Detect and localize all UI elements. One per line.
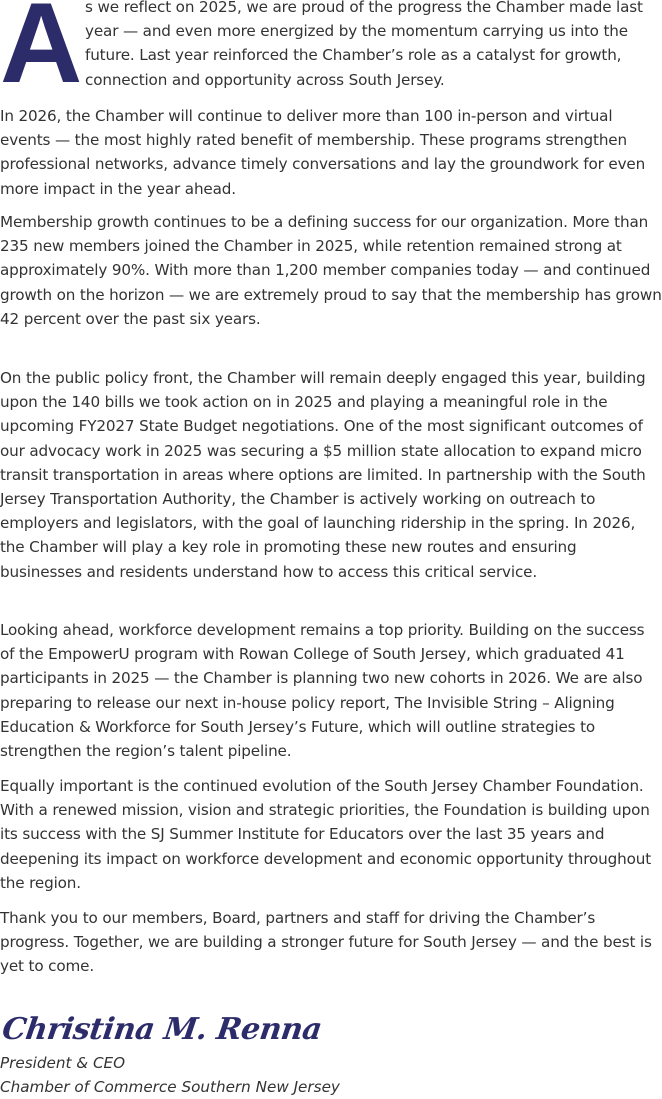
drop-cap: A: [0, 0, 81, 107]
paragraph-public-policy: On the public policy front, the Chamber will remain deeply engaged this year, building upon the 140 bills we took action on in 2025 and playing a meaningful role in the upcoming FY2027 State Budget negotiations. One of the most significant outcomes of our advocacy work in 2025 was securing a $5 million state allocation to expand micro transit transportation in areas where options are limited. In partnership with the South Jersey Transportation Authority, the Chamber is actively working on outreach to employers and legislators, with the goal of launching ridership in the spring. In 2026, the Chamber will play a key role in promoting these new routes and ensuring businesses and residents understand how to access this critical service.: [0, 369, 646, 581]
intro-block: [0, 0, 662, 107]
signer-organization: Chamber of Commerce Southern New Jersey: [0, 1078, 340, 1096]
signer-title: President & CEO: [0, 1054, 126, 1072]
signature: Christina M. Renna: [0, 1012, 324, 1047]
paragraph-workforce: Looking ahead, workforce development remains a top priority. Building on the success of the EmpowerU program with Rowan College of South Jersey, which graduated 41 participants in 2025 — the Chamber is planning two new cohorts in 2026. We are also preparing to release our next in-house policy report, The Invisible String – Aligning Education & Workforce for South Jersey’s Future, which will outline strategies to strengthen the region’s talent pipeline.: [0, 621, 645, 761]
paragraph-thank-you: Thank you to our members, Board, partners and staff for driving the Chamber’s progress. Together, we are building a stronger future for South Jersey — and the best is yet to come.: [0, 909, 652, 976]
paragraph-foundation: Equally important is the continued evolution of the South Jersey Chamber Foundation. With a renewed mission, vision and strategic priorities, the Foundation is building upon its success with the SJ Summer Institute for Educators over the last 35 years and deepening its impact on workforce development and economic opportunity throughout the region.: [0, 777, 652, 892]
intro-paragraph: s we reflect on 2025, we are proud of the progress the Chamber made last year — and even more energized by the momentum carrying us into the future. Last year reinforced the Chamber’s role as a catalyst for growth, connection and opportunity across South Jersey.: [85, 0, 643, 89]
paragraph-events: In 2026, the Chamber will continue to deliver more than 100 in-person and virtual events — the most highly rated benefit of membership. These programs strengthen professional networks, advance timely conversations and lay the groundwork for even more impact in the year ahead.: [0, 107, 646, 198]
paragraph-membership: Membership growth continues to be a defining success for our organization. More than 235 new members joined the Chamber in 2025, while retention remained strong at approximately 90%. With more than 1,200 member companies today — and continued growth on the horizon — we are extremely proud to say that the membership has grown 42 percent over the past six years.: [0, 213, 662, 328]
